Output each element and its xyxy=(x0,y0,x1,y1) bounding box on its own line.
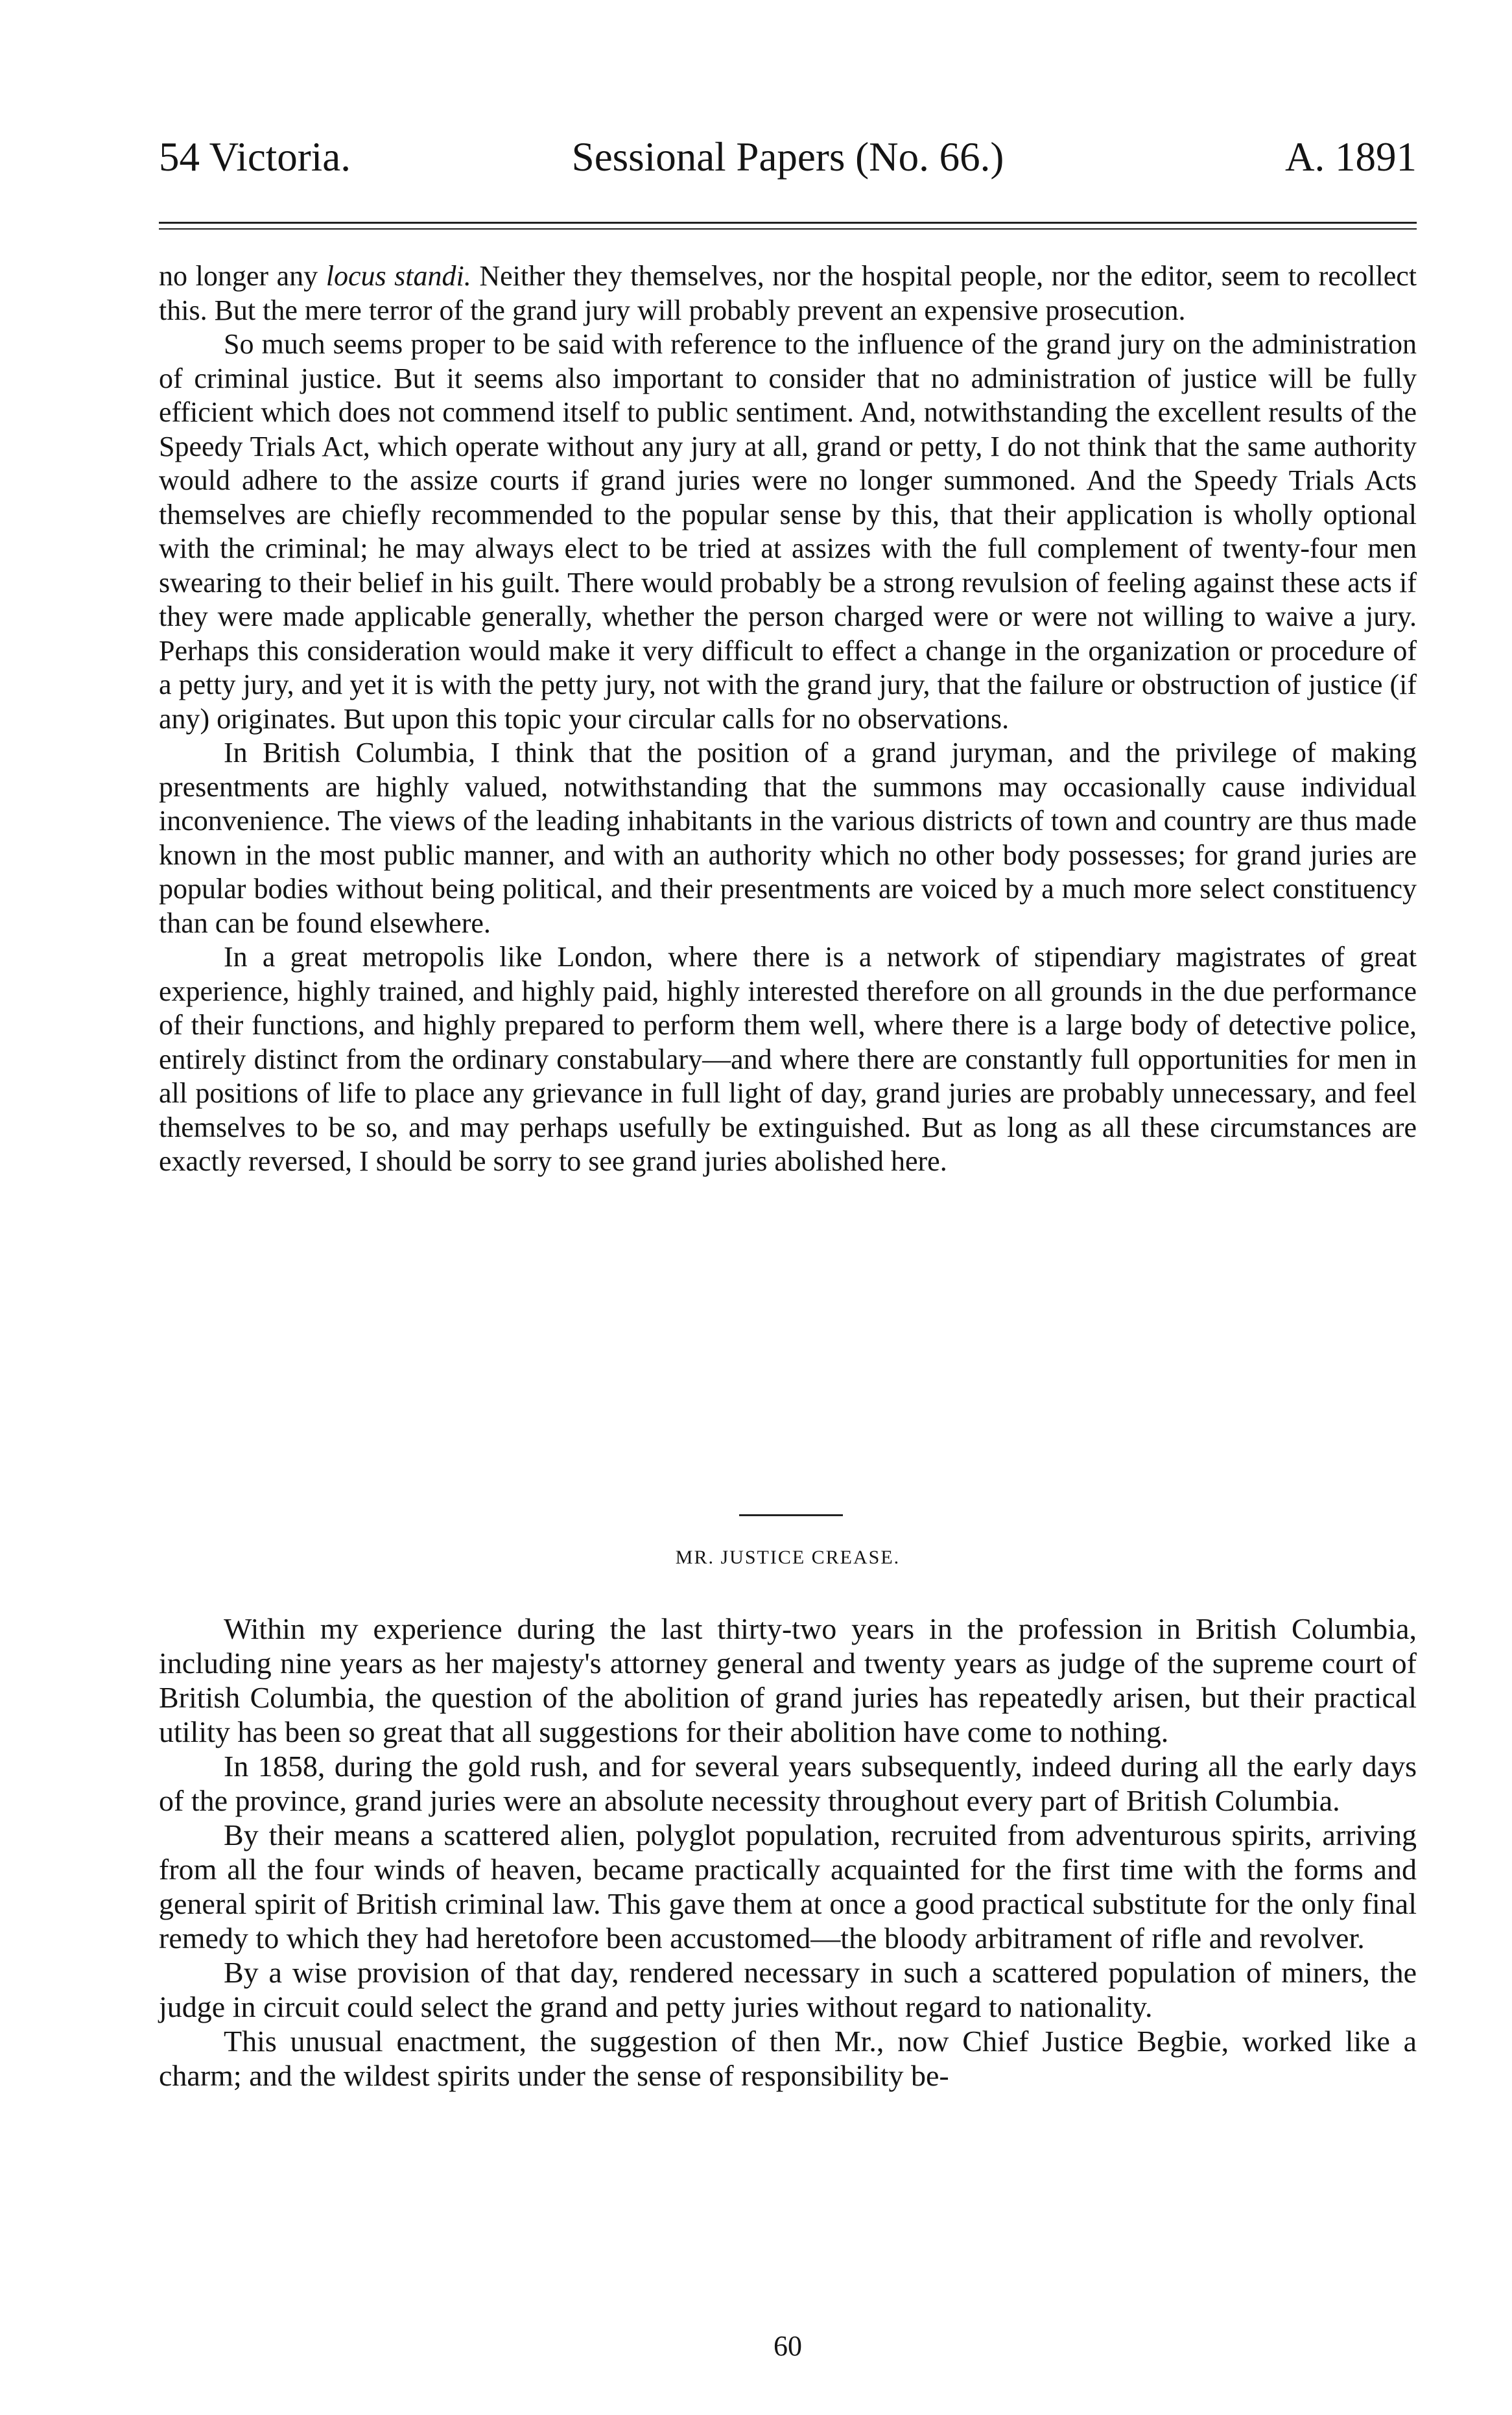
header-year: A. 1891 xyxy=(1285,134,1417,180)
paragraph: By a wise provision of that day, rendered necessary in such a scattered population of miners, the judge in circuit could select the grand and petty juries without regard to nationality. xyxy=(159,1956,1417,2023)
paragraph: By their means a scattered alien, polyglot population, recruited from adventurous spirits, arriving from all the four winds of heaven, became practically acquainted for the first time with the forms and general spirit of British criminal law. This gave them at once a good practical substitute for the only final remedy to which they had heretofore been accustomed—the bloody arbitrament of rifle and revolver. xyxy=(159,1818,1417,1955)
header-title: Sessional Papers (No. 66.) xyxy=(571,134,1004,180)
body-text xyxy=(159,259,1417,1179)
paragraph-continued xyxy=(159,259,1417,327)
paragraph: In a great metropolis like London, where there is a network of stipendiary magistrates of great experience, highly trained, and highly paid, highly interested therefore on all grounds in the due performance of their functions, and highly prepared to perform them well, where there is a large body of detective police, entirely distinct from the ordinary constabulary—and where there are constantly full opportunities for men in all positions of life to place any grievance in full light of day, grand juries are probably unnecessary, and feel themselves to be so, and may perhaps usefully be extinguished. But as long as all these circumstances are exactly reversed, I should be sorry to see grand juries abolished here. xyxy=(159,941,1417,1177)
header-rule-thick xyxy=(159,222,1417,224)
section-divider xyxy=(739,1514,843,1516)
section-heading: MR. JUSTICE CREASE. xyxy=(675,1547,901,1568)
paragraph: In 1858, during the gold rush, and for several years subsequently, indeed during all the early days of the province, grand juries were an absolute necessity throughout every part of British Columbia. xyxy=(159,1750,1417,1817)
paragraph: In British Columbia, I think that the position of a grand juryman, and the privilege of making presentments are highly valued, notwithstanding that the summons may occasionally cause individual inconvenience. The views of the leading inhabitants in the various districts of town and country are thus made known in the most public manner, and with an authority which no other body possesses; for grand juries are popular bodies without being political, and their presentments are voiced by a much more select constituency than can be found elsewhere. xyxy=(159,737,1417,939)
paragraph-rest: Neither they themselves, nor the hospital people, nor the editor, seem to recollect this. But the mere terror of the grand jury will probably prevent an expensive prosecution. xyxy=(159,260,1417,326)
paragraph: Within my experience during the last thirty-two years in the profession in British Columbia, including nine years as her majesty's attorney general and twenty years as judge of the supreme court of British Columbia, the question of the abolition of grand juries has repeatedly arisen, but their practical utility has been so great that all suggestions for their abolition have come to nothing. xyxy=(159,1612,1417,1748)
paragraph-lead: no longer any xyxy=(159,260,326,292)
paragraph: This unusual enactment, the suggestion of then Mr., now Chief Justice Begbie, worked like a charm; and the wildest spirits under the sense of responsibility be- xyxy=(159,2025,1417,2092)
header-volume: 54 Victoria. xyxy=(159,134,351,180)
running-header xyxy=(159,125,1417,189)
paragraph: So much seems proper to be said with reference to the influence of the grand jury on the administration of criminal justice. But it seems also important to consider that no administration of justice will be fully efficient which does not commend itself to public sentiment. And, notwithstanding the excellent results of the Speedy Trials Act, which operate without any jury at all, grand or petty, I do not think that the same authority would adhere to the assize courts if grand juries were no longer summoned. And the Speedy Trials Acts themselves are chiefly recommended to the popular sense by this, that their application is wholly optional with the criminal; he may always elect to be tried at assizes with the full complement of twenty-four men swearing to their belief in his guilt. There would probably be a strong revulsion of feeling against these acts if they were made applicable generally, whether the person charged were or were not willing to waive a jury. Perhaps this consideration would make it very difficult to effect a change in the organization or procedure of a petty jury, and yet it is with the petty jury, not with the grand jury, that the failure or obstruction of justice (if any) originates. But upon this topic your circular calls for no observations. xyxy=(159,328,1417,735)
italic-phrase: locus standi. xyxy=(325,260,471,292)
section-text xyxy=(159,1612,1417,2093)
page-number: 60 xyxy=(774,2330,802,2362)
header-rule-thin xyxy=(159,228,1417,230)
